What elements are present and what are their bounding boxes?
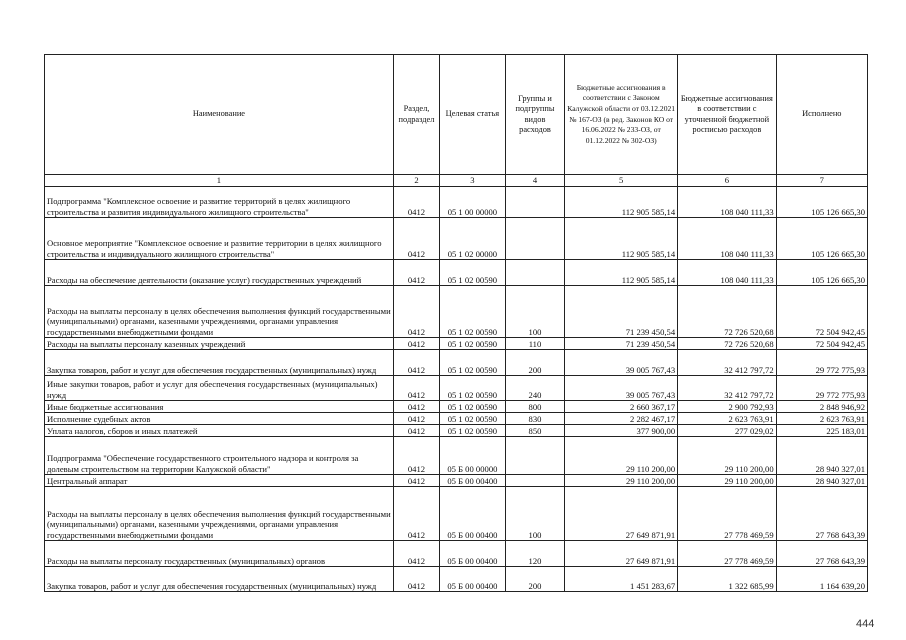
table-row — [45, 401, 868, 413]
row-group — [505, 260, 565, 286]
header-target: Целевая статья — [440, 55, 506, 175]
row-budget-refined: 1 322 685,99 — [678, 567, 777, 592]
row-target: 05 1 02 00590 — [440, 376, 506, 401]
row-budget-law: 27 649 871,91 — [565, 541, 678, 567]
row-group: 850 — [505, 425, 565, 437]
row-budget-law: 71 239 450,54 — [565, 286, 678, 338]
row-target: 05 Б 00 00400 — [440, 475, 506, 487]
row-section: 0412 — [393, 350, 439, 376]
row-budget-law: 27 649 871,91 — [565, 487, 678, 541]
row-target: 05 1 02 00590 — [440, 338, 506, 350]
row-target: 05 1 02 00590 — [440, 413, 506, 425]
row-budget-refined: 32 412 797,72 — [678, 350, 777, 376]
row-target: 05 1 02 00000 — [440, 218, 506, 260]
table-row — [45, 187, 868, 218]
row-executed: 28 940 327,01 — [776, 437, 867, 475]
row-name: Закупка товаров, работ и услуг для обеспечения государственных (муниципальных) нужд — [45, 567, 394, 592]
row-budget-refined: 108 040 111,33 — [678, 187, 777, 218]
row-name: Исполнение судебных актов — [45, 413, 394, 425]
row-section: 0412 — [393, 401, 439, 413]
table-row — [45, 218, 868, 260]
column-number-row — [45, 175, 868, 187]
row-budget-refined: 108 040 111,33 — [678, 218, 777, 260]
row-budget-refined: 27 778 469,59 — [678, 541, 777, 567]
row-executed: 72 504 942,45 — [776, 286, 867, 338]
row-name: Расходы на выплаты персоналу казенных учреждений — [45, 338, 394, 350]
row-target: 05 1 02 00590 — [440, 286, 506, 338]
header-section: Раздел, подраздел — [393, 55, 439, 175]
row-group: 100 — [505, 487, 565, 541]
row-budget-law: 2 282 467,17 — [565, 413, 678, 425]
table-row — [45, 338, 868, 350]
row-group: 200 — [505, 350, 565, 376]
row-target: 05 1 00 00000 — [440, 187, 506, 218]
row-name: Иные закупки товаров, работ и услуг для обеспечения государственных (муниципальных) нужд — [45, 376, 394, 401]
row-executed: 105 126 665,30 — [776, 218, 867, 260]
row-budget-law: 29 110 200,00 — [565, 475, 678, 487]
row-section: 0412 — [393, 437, 439, 475]
row-budget-refined: 72 726 520,68 — [678, 338, 777, 350]
row-budget-law: 112 905 585,14 — [565, 260, 678, 286]
row-budget-law: 39 005 767,43 — [565, 376, 678, 401]
row-budget-refined: 72 726 520,68 — [678, 286, 777, 338]
row-target: 05 1 02 00590 — [440, 350, 506, 376]
row-target: 05 Б 00 00400 — [440, 541, 506, 567]
column-number: 6 — [678, 175, 777, 187]
table-row — [45, 260, 868, 286]
column-number: 2 — [393, 175, 439, 187]
row-name: Подпрограмма "Обеспечение государственного строительного надзора и контроля за долевым строительством на территории Калужской области" — [45, 437, 394, 475]
row-section: 0412 — [393, 541, 439, 567]
header-name: Наименование — [45, 55, 394, 175]
table-row — [45, 286, 868, 338]
row-budget-law: 71 239 450,54 — [565, 338, 678, 350]
table-row — [45, 487, 868, 541]
row-target: 05 1 02 00590 — [440, 260, 506, 286]
table-row — [45, 413, 868, 425]
table-row — [45, 437, 868, 475]
header-row — [45, 55, 868, 175]
row-name: Основное мероприятие "Комплексное освоение и развитие территории в целях жилищного строительства и индивидуального жилищного строительства" — [45, 218, 394, 260]
row-budget-law: 112 905 585,14 — [565, 218, 678, 260]
table-row — [45, 376, 868, 401]
row-budget-refined: 2 623 763,91 — [678, 413, 777, 425]
row-section: 0412 — [393, 218, 439, 260]
row-budget-law: 377 900,00 — [565, 425, 678, 437]
row-budget-refined: 32 412 797,72 — [678, 376, 777, 401]
row-budget-law: 29 110 200,00 — [565, 437, 678, 475]
row-budget-law: 112 905 585,14 — [565, 187, 678, 218]
row-budget-refined: 277 029,02 — [678, 425, 777, 437]
row-section: 0412 — [393, 413, 439, 425]
row-executed: 72 504 942,45 — [776, 338, 867, 350]
row-executed: 1 164 639,20 — [776, 567, 867, 592]
row-budget-refined: 108 040 111,33 — [678, 260, 777, 286]
row-executed: 28 940 327,01 — [776, 475, 867, 487]
header-groups: Группы и подгруппы видов расходов — [505, 55, 565, 175]
row-budget-law: 2 660 367,17 — [565, 401, 678, 413]
row-name: Закупка товаров, работ и услуг для обеспечения государственных (муниципальных) нужд — [45, 350, 394, 376]
row-name: Расходы на обеспечение деятельности (оказание услуг) государственных учреждений — [45, 260, 394, 286]
row-budget-refined: 29 110 200,00 — [678, 475, 777, 487]
row-executed: 105 126 665,30 — [776, 187, 867, 218]
row-target: 05 1 02 00590 — [440, 425, 506, 437]
row-section: 0412 — [393, 567, 439, 592]
row-group: 110 — [505, 338, 565, 350]
row-executed: 29 772 775,93 — [776, 376, 867, 401]
row-executed: 2 848 946,92 — [776, 401, 867, 413]
row-name: Центральный аппарат — [45, 475, 394, 487]
row-name: Расходы на выплаты персоналу в целях обеспечения выполнения функций государственными (муниципальными) органами, казенными учреждениями, органами управления государственными внебюджетными фондами — [45, 487, 394, 541]
row-group — [505, 437, 565, 475]
column-number: 4 — [505, 175, 565, 187]
page-number: 444 — [856, 618, 875, 630]
row-group: 200 — [505, 567, 565, 592]
column-number: 3 — [440, 175, 506, 187]
header-executed: Исполнено — [776, 55, 867, 175]
row-executed: 27 768 643,39 — [776, 541, 867, 567]
row-group: 100 — [505, 286, 565, 338]
row-group: 240 — [505, 376, 565, 401]
row-section: 0412 — [393, 376, 439, 401]
table-row — [45, 567, 868, 592]
budget-table — [44, 54, 868, 592]
row-executed: 2 623 763,91 — [776, 413, 867, 425]
row-target: 05 Б 00 00000 — [440, 437, 506, 475]
table-row — [45, 541, 868, 567]
row-budget-law: 39 005 767,43 — [565, 350, 678, 376]
row-section: 0412 — [393, 187, 439, 218]
row-executed: 225 183,01 — [776, 425, 867, 437]
row-section: 0412 — [393, 286, 439, 338]
row-target: 05 1 02 00590 — [440, 401, 506, 413]
row-name: Расходы на выплаты персоналу в целях обеспечения выполнения функций государственными (муниципальными) органами, казенными учреждениями, органами управления государственными внебюджетными фондами — [45, 286, 394, 338]
row-section: 0412 — [393, 475, 439, 487]
row-group — [505, 475, 565, 487]
row-section: 0412 — [393, 487, 439, 541]
row-budget-refined: 29 110 200,00 — [678, 437, 777, 475]
row-section: 0412 — [393, 338, 439, 350]
row-budget-refined: 27 778 469,59 — [678, 487, 777, 541]
row-budget-law: 1 451 283,67 — [565, 567, 678, 592]
row-group: 120 — [505, 541, 565, 567]
row-target: 05 Б 00 00400 — [440, 487, 506, 541]
row-section: 0412 — [393, 425, 439, 437]
table-row — [45, 425, 868, 437]
column-number: 5 — [565, 175, 678, 187]
row-budget-refined: 2 900 792,93 — [678, 401, 777, 413]
row-section: 0412 — [393, 260, 439, 286]
table-row — [45, 475, 868, 487]
row-group: 830 — [505, 413, 565, 425]
row-name: Подпрограмма "Комплексное освоение и развитие территорий в целях жилищного строительства и развития индивидуального жилищного строительства" — [45, 187, 394, 218]
row-target: 05 Б 00 00400 — [440, 567, 506, 592]
table-row — [45, 350, 868, 376]
header-budget-refined: Бюджетные ассигнования в соответствии с уточненной бюджетной росписью расходов — [678, 55, 777, 175]
row-name: Иные бюджетные ассигнования — [45, 401, 394, 413]
row-name: Уплата налогов, сборов и иных платежей — [45, 425, 394, 437]
column-number: 1 — [45, 175, 394, 187]
row-executed: 27 768 643,39 — [776, 487, 867, 541]
header-budget-law: Бюджетные ассигнования в соответствии с Законом Калужской области от 03.12.2021 № 167-ОЗ (в ред. Законов КО от 16.06.2022 № 233-ОЗ, от 01.12.2022 № 302-ОЗ) — [565, 55, 678, 175]
row-name: Расходы на выплаты персоналу государственных (муниципальных) органов — [45, 541, 394, 567]
row-group — [505, 187, 565, 218]
row-executed: 105 126 665,30 — [776, 260, 867, 286]
row-group — [505, 218, 565, 260]
column-number: 7 — [776, 175, 867, 187]
row-executed: 29 772 775,93 — [776, 350, 867, 376]
row-group: 800 — [505, 401, 565, 413]
